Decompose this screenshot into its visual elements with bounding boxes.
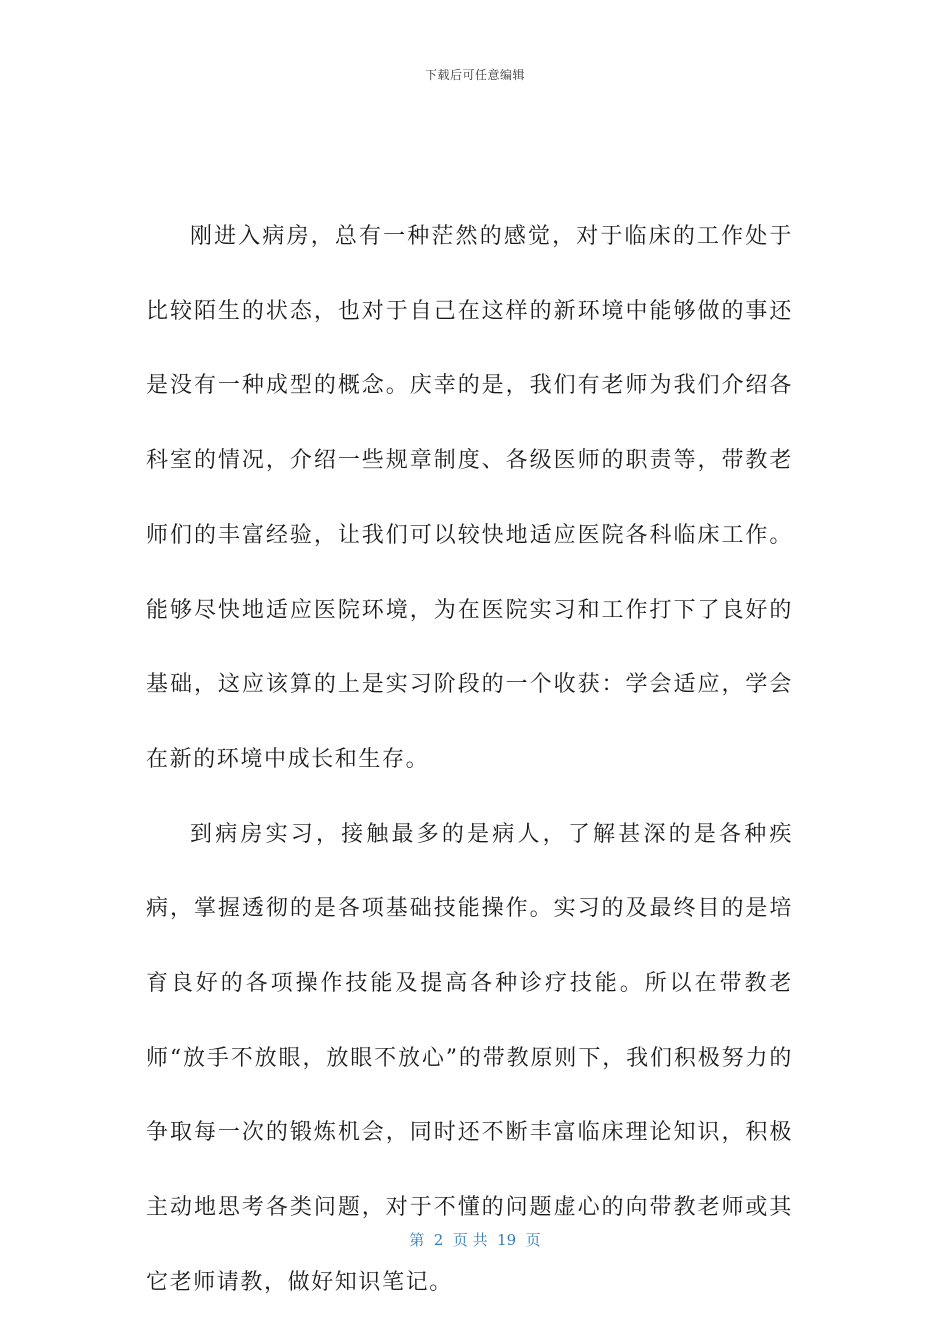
page-footer: 第 2 页 共 19 页 [409, 1231, 541, 1249]
paragraph-2: 到病房实习，接触最多的是病人，了解甚深的是各种疾病，掌握透彻的是各项基础技能操作。实习的及最终目的是培育良好的各项操作技能及提高各种诊疗技能。所以在带教老师“放手不放眼，放眼不放心”的带教原则下，我们积极努力的争取每一次的锻炼机会，同时还不断丰富临床理论知识，积极主动地思考各类问题，对于不懂的问题虚心的向带教老师或其它老师请教，做好知识笔记。 [146, 821, 793, 1295]
document-body [146, 200, 793, 1321]
page-header: 下载后可任意编辑 [424, 68, 525, 82]
paragraph-1: 刚进入病房，总有一种茫然的感觉，对于临床的工作处于比较陌生的状态，也对于自己在这样的新环境中能够做的事还是没有一种成型的概念。庆幸的是，我们有老师为我们介绍各科室的情况，介绍一些规章制度、各级医师的职责等，带教老师们的丰富经验，让我们可以较快地适应医院各科临床工作。能够尽快地适应医院环境，为在医院实习和工作打下了良好的基础，这应该算的上是实习阶段的一个收获：学会适应，学会在新的环境中成长和生存。 [146, 224, 793, 772]
